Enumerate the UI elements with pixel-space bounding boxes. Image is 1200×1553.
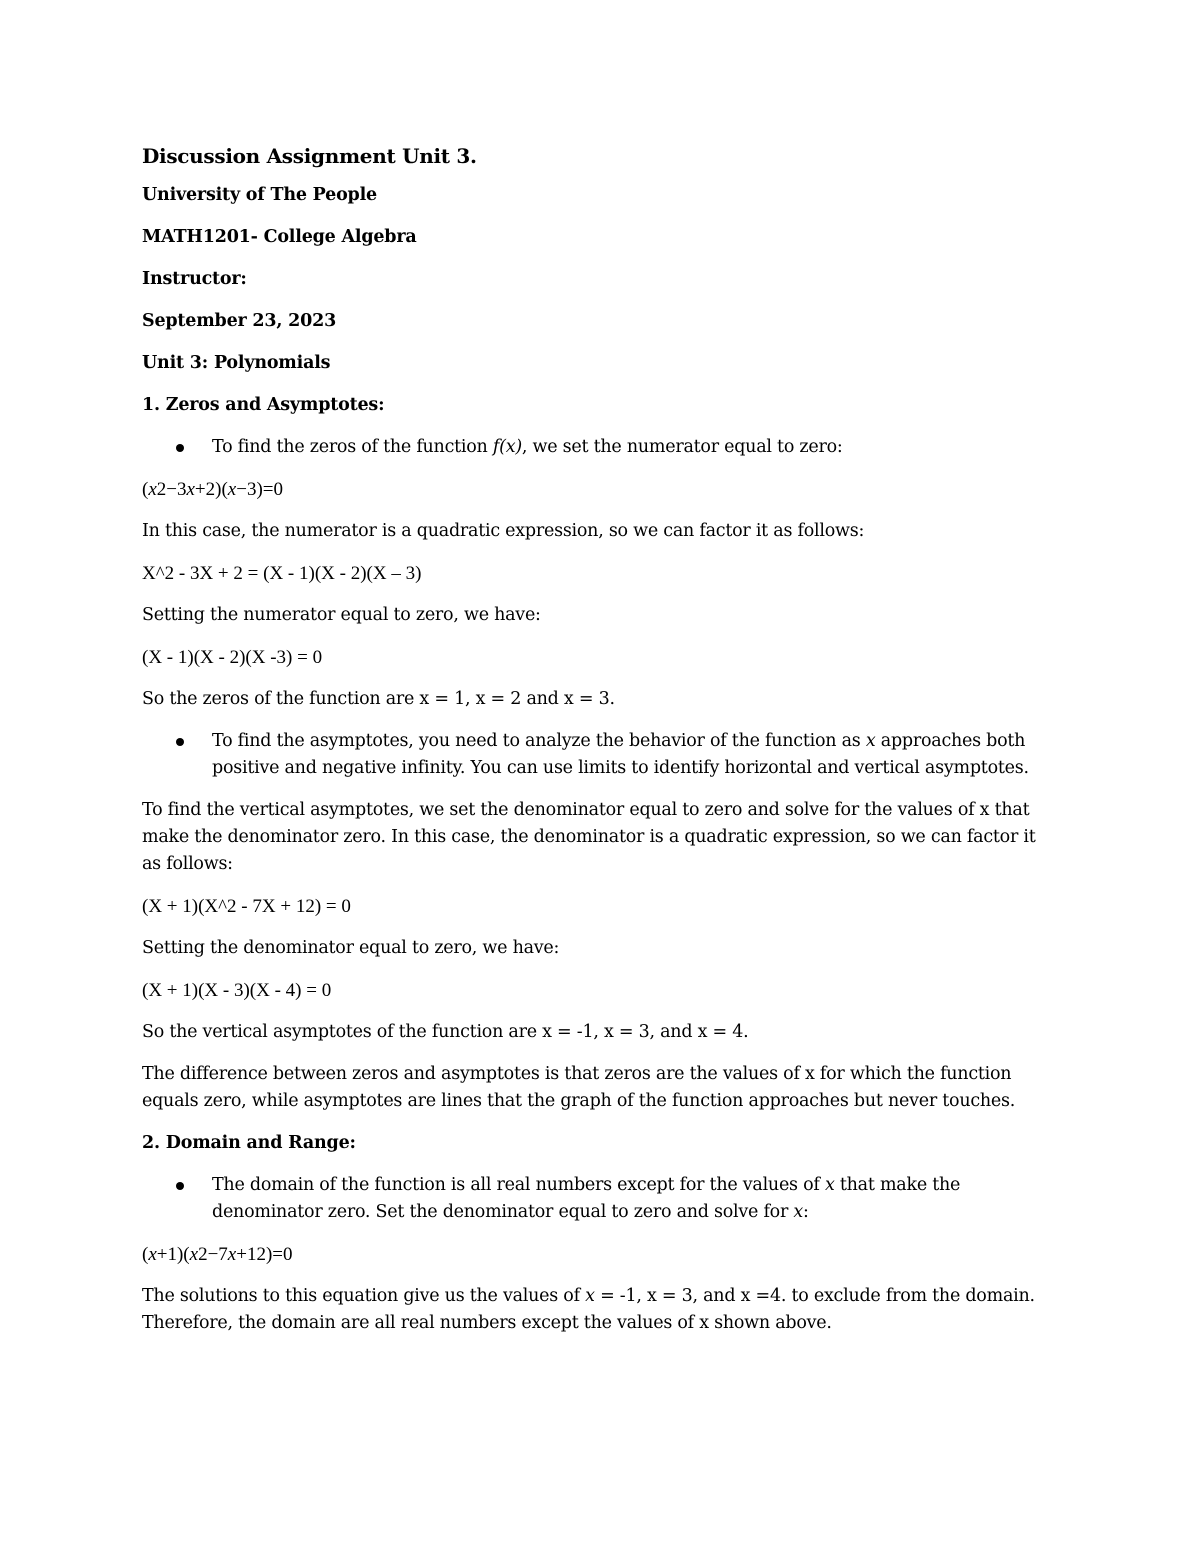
- bullet-item-asymptotes: To find the asymptotes, you need to analyze the behavior of the function as x approaches both positive and negative infinity. You can use limits to identify horizontal and vertical asymptotes.: [142, 728, 1057, 782]
- equation-denominator: (X + 1)(X^2 - 7X + 12) = 0: [142, 896, 351, 917]
- equation-numerator: (x2−3x+2)(x−3)=0: [142, 479, 283, 500]
- paragraph-difference: The difference between zeros and asymptotes is that zeros are the values of x for which the function equals zero, while asymptotes are lines that the graph of the function approaches but never touches.: [142, 1064, 1016, 1111]
- document-title: Discussion Assignment Unit 3.: [142, 144, 477, 168]
- course-name: MATH1201- College Algebra: [142, 227, 417, 247]
- bullet-item-domain: The domain of the function is all real numbers except for the values of x that make the denominator zero. Set the denominator equal to zero and solve for x:: [142, 1172, 1057, 1226]
- bullet-item-zeros: To find the zeros of the function f(x), we set the numerator equal to zero:: [142, 434, 1057, 461]
- equation-domain: (x+1)(x2−7x+12)=0: [142, 1244, 293, 1265]
- document-body: [142, 140, 1057, 1352]
- paragraph-domain-result: The solutions to this equation give us the values of x = -1, x = 3, and x =4. to exclude from the domain. Therefore, the domain are all real numbers except the values of x shown above.: [142, 1286, 1035, 1333]
- document-date: September 23, 2023: [142, 311, 337, 331]
- equation-numerator-zero: (X - 1)(X - 2)(X -3) = 0: [142, 647, 323, 668]
- paragraph-zeros-result: So the zeros of the function are x = 1, x = 2 and x = 3.: [142, 689, 615, 709]
- university-name: University of The People: [142, 185, 377, 205]
- paragraph-set-numerator: Setting the numerator equal to zero, we have:: [142, 605, 541, 625]
- paragraph-asymptotes-result: So the vertical asymptotes of the function are x = -1, x = 3, and x = 4.: [142, 1022, 749, 1042]
- paragraph-set-denominator: Setting the denominator equal to zero, we have:: [142, 938, 560, 958]
- bullet-icon: [176, 1182, 184, 1190]
- equation-factored-numerator: X^2 - 3X + 2 = (X - 1)(X - 2)(X – 3): [142, 563, 422, 584]
- bullet-icon: [176, 738, 184, 746]
- section-heading-domain-range: 2. Domain and Range:: [142, 1133, 356, 1153]
- section-heading-zeros-asymptotes: 1. Zeros and Asymptotes:: [142, 395, 385, 415]
- paragraph-vertical-asymptotes: To find the vertical asymptotes, we set the denominator equal to zero and solve for the values of x that make the denominator zero. In this case, the denominator is a quadratic expression, so we can factor it as follows:: [142, 800, 1036, 874]
- instructor-label: Instructor:: [142, 269, 247, 289]
- paragraph-numerator-factor: In this case, the numerator is a quadratic expression, so we can factor it as follows:: [142, 521, 865, 541]
- equation-denominator-factored: (X + 1)(X - 3)(X - 4) = 0: [142, 980, 332, 1001]
- unit-heading: Unit 3: Polynomials: [142, 353, 331, 373]
- bullet-icon: [176, 444, 184, 452]
